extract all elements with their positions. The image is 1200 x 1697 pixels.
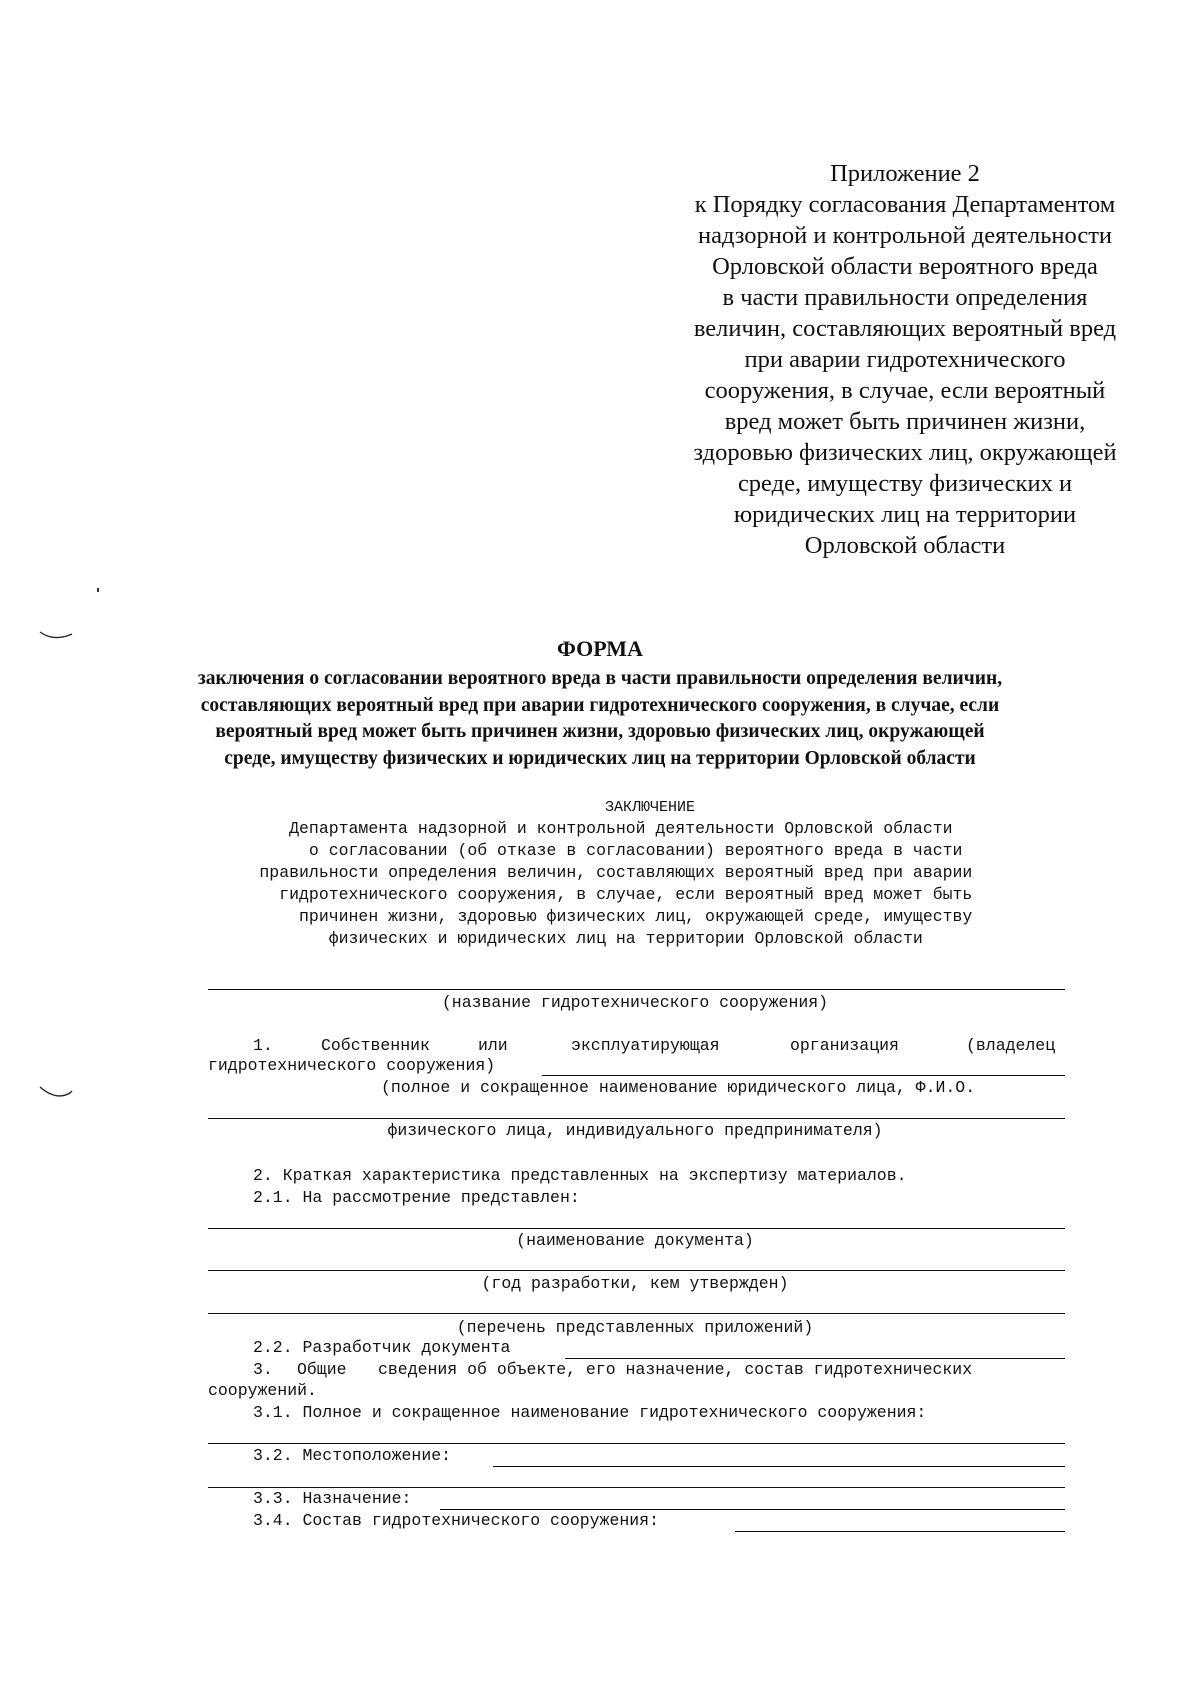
owner-word-1: Собственник <box>321 1036 430 1055</box>
section-3-num: 3. <box>253 1360 273 1379</box>
conclusion-line: физических и юридических лиц на территории Орловской области <box>200 929 923 948</box>
section-3-text: сведения об объекте, его назначение, состав гидротехнических <box>378 1360 973 1379</box>
section-3-3: 3.3. Назначение: <box>253 1489 412 1508</box>
appendix-line: при аварии гидротехнического <box>744 346 1066 373</box>
owner-field-line-1 <box>542 1075 1065 1076</box>
appendix-line: надзорной и контрольной деятельности <box>697 222 1113 249</box>
appendix-line: вред может быть причинен жизни, <box>724 408 1086 435</box>
conclusion-line: о согласовании (об отказе в согласовании) вероятного вреда в части <box>200 841 963 860</box>
section-3-word: Общие <box>297 1360 347 1379</box>
owner-word-2: или <box>478 1036 508 1055</box>
appendix-line: среде, имуществу физических и <box>737 470 1073 497</box>
year-line <box>208 1270 1065 1271</box>
scan-mark <box>38 628 74 642</box>
owner-line-2: гидротехнического сооружения) <box>208 1056 496 1075</box>
developer-line <box>565 1358 1065 1359</box>
section-3-2: 3.2. Местоположение: <box>253 1446 452 1465</box>
year-caption: (год разработки, кем утвержден) <box>481 1274 789 1293</box>
appendix-line: Орловской области вероятного вреда <box>712 253 1098 280</box>
conclusion-line: гидротехнического сооружения, в случае, если вероятный вред может быть <box>200 885 973 904</box>
form-subtitle-line: заключения о согласовании вероятного вреда в части правильности определения величин, <box>197 668 1003 689</box>
composition-line <box>735 1531 1065 1532</box>
section-2-2: 2.2. Разработчик документа <box>253 1338 511 1357</box>
location-line-1 <box>493 1466 1065 1467</box>
conclusion-heading <box>200 818 1100 950</box>
section-3-4: 3.4. Состав гидротехнического сооружения: <box>253 1511 659 1530</box>
appendix-line: юридических лиц на территории <box>733 501 1077 528</box>
hts-fullname-line <box>208 1443 1065 1444</box>
scan-mark <box>38 1083 74 1101</box>
owner-caption-1: (полное и сокращенное наименование юридического лица, Ф.И.О. <box>381 1078 976 1097</box>
appendix-line: Орловской области <box>804 532 1006 559</box>
section-2-1: 2.1. На рассмотрение представлен: <box>253 1188 580 1207</box>
form-title: ФОРМА <box>557 636 643 661</box>
owner-field-line-2 <box>208 1118 1065 1119</box>
purpose-line <box>440 1509 1065 1510</box>
appendix-line: в части правильности определения <box>722 284 1088 311</box>
appendix-line: здоровью физических лиц, окружающей <box>693 439 1117 466</box>
appendix-header <box>660 158 1150 561</box>
hts-name-caption: (название гидротехнического сооружения) <box>441 993 829 1012</box>
section-2-heading: 2. Краткая характеристика представленных на экспертизу материалов. <box>253 1166 907 1185</box>
form-subtitle-line: вероятный вред может быть причинен жизни, здоровью физических лиц, окружающей <box>215 721 985 742</box>
location-line-2 <box>208 1487 1065 1488</box>
hts-name-line <box>208 989 1065 990</box>
scan-dot <box>97 588 99 592</box>
section-3-line-2: сооружений. <box>208 1381 317 1400</box>
annex-line <box>208 1313 1065 1314</box>
section-3-1: 3.1. Полное и сокращенное наименование гидротехнического сооружения: <box>253 1403 927 1422</box>
doc-name-line <box>208 1228 1065 1229</box>
owner-word-4: организация <box>790 1036 899 1055</box>
annex-caption: (перечень представленных приложений) <box>456 1318 814 1337</box>
conclusion-title: ЗАКЛЮЧЕНИЕ <box>604 799 695 816</box>
doc-name-caption: (наименование документа) <box>516 1231 754 1250</box>
conclusion-line: причинен жизни, здоровью физических лиц, окружающей среде, имуществу <box>200 907 973 926</box>
conclusion-line: Департамента надзорной и контрольной деятельности Орловской области <box>200 819 953 838</box>
appendix-line: сооружения, в случае, если вероятный <box>704 377 1106 404</box>
owner-word-5: (владелец <box>966 1036 1056 1055</box>
owner-caption-2: физического лица, индивидуального предпринимателя) <box>387 1121 883 1140</box>
owner-num: 1. <box>253 1036 273 1055</box>
conclusion-line: правильности определения величин, составляющих вероятный вред при аварии <box>200 863 973 882</box>
appendix-line: величин, составляющих вероятный вред <box>693 315 1117 342</box>
appendix-line: к Порядку согласования Департаментом <box>694 191 1116 218</box>
form-subtitle-line: составляющих вероятный вред при аварии гидротехнического сооружения, в случае, если <box>200 694 1000 716</box>
form-subtitle <box>180 666 1020 772</box>
owner-word-3: эксплуатирующая <box>571 1036 720 1055</box>
appendix-line: Приложение 2 <box>830 160 980 187</box>
form-subtitle-line: среде, имуществу физических и юридических лиц на территории Орловской области <box>224 747 976 769</box>
